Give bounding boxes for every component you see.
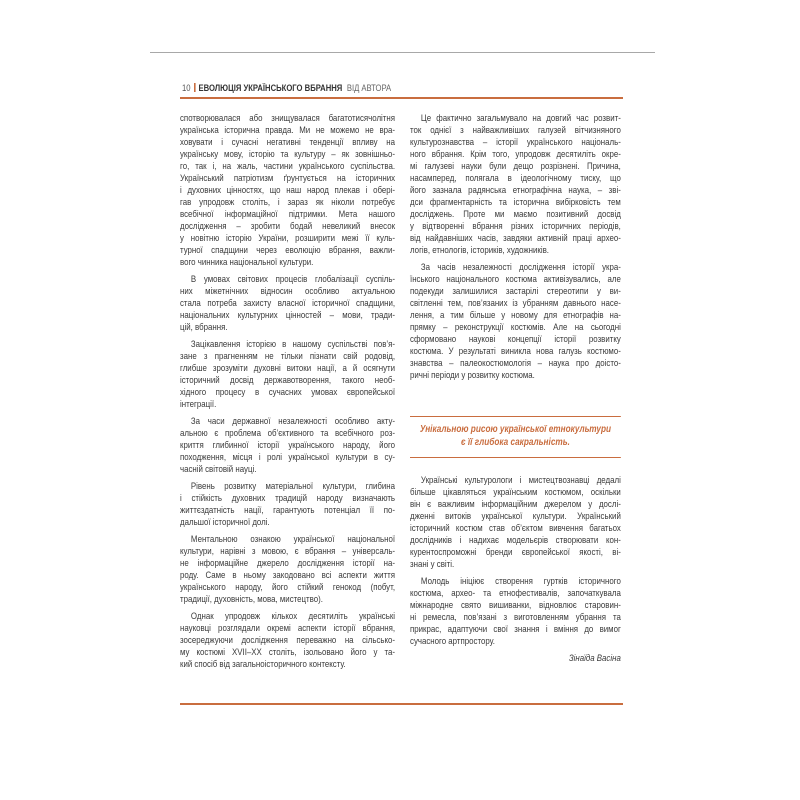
paragraph: [180, 273, 395, 333]
text-line: курентоспроможні бренди європейської якості, ві-: [410, 546, 621, 557]
text-line: альною є проблема об’єктивного та всебічного роз-: [180, 427, 396, 438]
paragraph: [410, 112, 621, 256]
text-line: стала потреба захисту власної історичної спадщини,: [180, 297, 396, 308]
pull-quote-line: Унікальною рисою української етнокультури: [419, 424, 611, 435]
text-line: логів, етнологів, істориків, художників.: [410, 244, 549, 255]
text-line: українського народу, його стійкий генокод (побут,: [180, 581, 396, 592]
text-line: українську мову, історію та культуру – як зовнішньо-: [180, 148, 396, 159]
text-line: му костюмі XVII–XX століть, ізольовано його у та-: [180, 646, 396, 657]
text-line: у відтворенні вбрання різних історичних періодів,: [410, 220, 621, 231]
paragraph: [180, 533, 395, 605]
text-line: роду. Саме в ньому закодовано всі аспекти життя: [180, 569, 396, 580]
text-line: культурознавства – історії українського національ-: [410, 136, 621, 147]
author-signature: Зінаїда Васіна: [568, 652, 621, 663]
text-line: всебічної інформаційної підтримки. Мета нашого: [180, 208, 396, 219]
text-line: досліджень. Проте ми маємо позитивний досвід: [410, 208, 621, 219]
paragraph: [180, 610, 395, 670]
text-line: За часи державної незалежності особливо акту-: [190, 415, 396, 426]
text-line: традиції, духовність, мова, мистецтво).: [180, 593, 323, 604]
text-line: Це фактично загальмувало на довгий час розвит-: [420, 112, 621, 123]
footer-rule: [180, 703, 623, 705]
text-line: кий спосіб від загальноісторичного контексту.: [180, 658, 346, 669]
text-line: цій, вбрання.: [180, 321, 228, 332]
paragraph: [180, 480, 395, 528]
text-line: ного вбрання. Крім того, упродовж десятиліть окре-: [410, 148, 621, 159]
text-line: хідного процесу в сучасних умовах європейської: [180, 386, 396, 397]
text-line: ток однієї з найважливіших галузей вітчизняного: [410, 124, 621, 135]
text-line: дослідників і надихає модельєрів створювати кон-: [410, 534, 621, 545]
text-line: В умовах світових процесів глобалізації суспіль-: [190, 273, 396, 284]
text-line: мі галузеві науки були дещо розрізнені. Причина,: [410, 160, 621, 171]
paragraph: [180, 338, 395, 410]
text-line: дальшої історичної долі.: [180, 516, 270, 527]
running-header: [182, 83, 391, 95]
header-rule: [180, 97, 623, 99]
text-line: ні ремесла, пов’язані з виготовленням убрання та: [410, 611, 621, 622]
text-line: Молодь ініціює створення гуртків історичного: [420, 575, 621, 586]
text-line: його зазнала радянська етнографічна наука, – зві-: [410, 184, 621, 195]
paragraph: [410, 575, 621, 647]
text-line: ричні періоди у розвитку костюма.: [410, 369, 535, 380]
text-line: історичний досвід державотворення, такого необ-: [180, 374, 396, 385]
text-line: Однак упродовж кількох десятиліть українські: [190, 610, 396, 621]
text-line: костюма. У результаті виникла нова галузь костюмо-: [410, 345, 621, 356]
text-line: інтеграції.: [180, 398, 217, 409]
text-line: прямку – реконструкції костюмів. Але на сьогодні: [410, 321, 621, 332]
text-line: їнського національного костюма активізувались, але: [410, 273, 621, 284]
text-line: дси фрагментарність та історична вибірковість тем: [410, 196, 621, 207]
running-title: ЕВОЛЮЦІЯ УКРАЇНСЬКОГО ВБРАННЯ: [198, 83, 343, 94]
text-line: зосереджуючи дослідження переважно на сільсько-: [180, 634, 396, 645]
header-accent-bar: [194, 83, 196, 92]
text-line: міжнародне свято вишиванки, відновлює старовин-: [410, 599, 621, 610]
text-line: Українські культурологи і мистецтвознавці дедалі: [420, 474, 621, 485]
page-top-rule: [150, 52, 655, 53]
text-line: Рівень розвитку матеріальної культури, глибина: [190, 480, 396, 491]
text-line: сучасного артпростору.: [410, 635, 495, 646]
text-line: Зацікавлення історією в нашому суспільстві пов’я-: [190, 338, 396, 349]
text-line: національних культурних цінностей – мови, тради-: [180, 309, 396, 320]
text-line: глибше зрозуміти духовні витоки нації, а й осягнути: [180, 362, 396, 373]
text-line: і духовних цінностях, що наш народ плекав і обері-: [180, 184, 396, 195]
text-line: походження, місця і ролі української культури в су-: [180, 451, 396, 462]
section-label: ВІД АВТОРА: [346, 83, 392, 94]
text-line: він є важливим інформаційним джерелом у дослі-: [410, 498, 621, 509]
text-line: спотворювалася або знищувалася багатотисячолітня: [180, 112, 396, 123]
paragraph: [410, 474, 621, 570]
text-line: культури, нарівні з мовою, є вбрання – універсаль-: [180, 545, 396, 556]
text-line: подекуди залишилися застарілі стереотипи у ви-: [410, 285, 621, 296]
text-line: світленні тем, пов’язаних із убранням давнього насе-: [410, 297, 621, 308]
text-line: українська історична правда. Ми не можемо не вра-: [180, 124, 396, 135]
text-line: ховувати і сучасні негативні тенденції впливу на: [180, 136, 396, 147]
text-line: знані у світі.: [410, 558, 455, 569]
paragraph: [410, 261, 621, 381]
text-line: насамперед, полягала в ідеологічному тиску, що: [410, 172, 621, 183]
text-line: Ментальною ознакою української національної: [190, 533, 396, 544]
text-line: прикрас, адаптуючи свої знання і вміння до вимог: [410, 623, 621, 634]
text-line: науковці розглядали окремі аспекти історії вбрання,: [180, 622, 396, 633]
text-line: Український патріотизм ґрунтується на історичних: [180, 172, 396, 183]
left-column: [180, 112, 395, 670]
text-line: них міжетнічних відносин особливо актуальною: [180, 285, 396, 296]
text-line: не інформаційне джерело дослідження історії на-: [180, 557, 396, 568]
pull-quote: [410, 416, 621, 458]
text-line: часній світовій науці.: [180, 463, 257, 474]
right-column-top-text: [410, 112, 621, 381]
right-column-bottom-text: [410, 474, 621, 647]
text-line: го, так і, на жаль, частини українського суспільства.: [180, 160, 396, 171]
text-line: криття глибинної історії українського народу, його: [180, 439, 396, 450]
page-number: 10: [182, 83, 191, 94]
text-line: вого чинника національної культури.: [180, 256, 314, 267]
text-line: у новітню історію України, розширити межі її куль-: [180, 232, 396, 243]
text-line: дослідження – зробити бодай невеликий внесок: [180, 220, 396, 231]
text-line: знавства – палеокостюмологія – наука про доісто-: [410, 357, 621, 368]
text-line: сформовано наукові концепції історії розвитку: [410, 333, 621, 344]
text-line: дженні витоків української культури. Український: [410, 510, 621, 521]
paragraph: [180, 112, 395, 268]
text-line: лення, а тим більше у новому для етнографів на-: [410, 309, 621, 320]
pull-quote-line: є її глибока сакральність.: [460, 436, 570, 448]
right-column: [410, 112, 621, 664]
text-line: костюма, архео- та етнофестивалів, започаткувала: [410, 587, 621, 598]
text-line: гав упродовж століть, і зараз як ніколи потребує: [180, 196, 396, 207]
paragraph: [180, 415, 395, 475]
text-line: і стійкість духовних традицій народу визначають: [180, 492, 396, 503]
text-line: життєздатність нації, гарантують потенціал її по-: [180, 504, 396, 515]
text-line: історичний костюм став об’єктом вивчення багатьох: [410, 522, 621, 533]
text-line: турної спадщини через еволюцію вбрання, важли-: [180, 244, 396, 255]
text-line: зане з прагненням не тільки пізнати свій родовід,: [180, 350, 396, 361]
text-line: більше цікавляться українським костюмом, оскільки: [410, 486, 621, 497]
text-line: від найдавніших часів, завдяки активній праці архео-: [410, 232, 621, 243]
text-line: За часів незалежності дослідження історії укра-: [420, 261, 621, 272]
